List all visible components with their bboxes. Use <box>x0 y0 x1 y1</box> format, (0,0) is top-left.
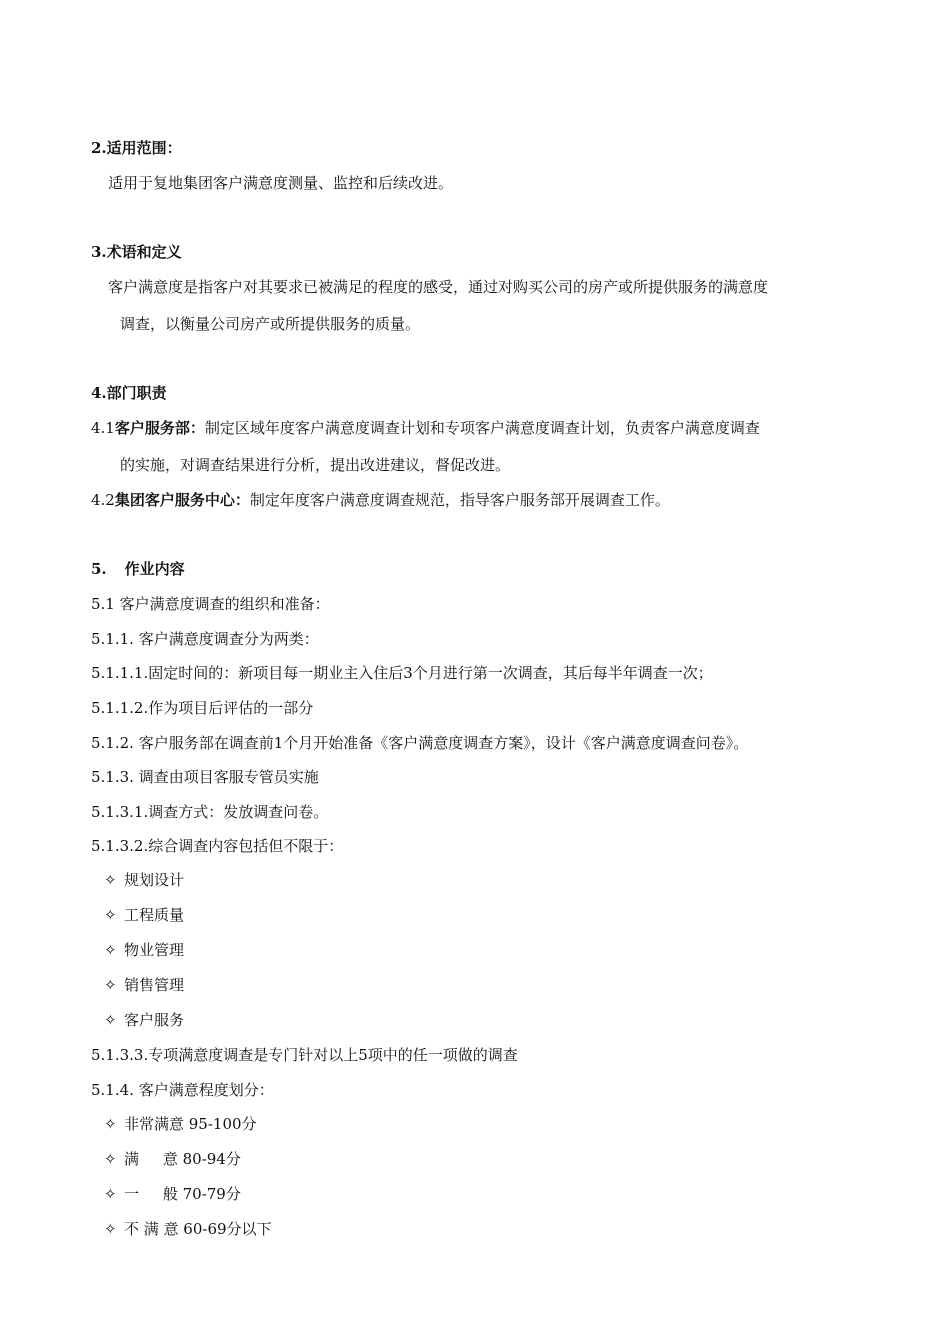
diamond-bullet-icon: ✧ <box>104 976 117 994</box>
list-item: ✧ 工程质量 <box>104 906 185 924</box>
item-text: 制定区域年度客户满意度调查计划和专项客户满意度调查计划，负责客户满意度调查 <box>204 419 760 437</box>
clause-5-1-3-3: 5.1.3.3.专项满意度调查是专门针对以上5项中的任一项做的调查 <box>91 1046 518 1064</box>
grade-item: ✧ 非常满意 95-100分 <box>104 1115 257 1133</box>
grade-item: ✧ 不 满 意 60-69分以下 <box>104 1220 272 1238</box>
section-5-heading <box>91 559 185 579</box>
diamond-bullet-icon: ✧ <box>104 1115 117 1133</box>
list-item: ✧ 物业管理 <box>104 941 185 959</box>
item-label: 客户服务部： <box>114 419 205 437</box>
clause-5-1-3: 5.1.3. 调查由项目客服专管员实施 <box>91 768 319 786</box>
list-item: ✧ 规划设计 <box>104 871 185 889</box>
item-text: 制定年度客户满意度调查规范，指导客户服务部开展调查工作。 <box>249 491 670 509</box>
section-2-heading: 2.适用范围： <box>91 139 182 157</box>
grade-item: ✧ 一 般 70-79分 <box>104 1185 241 1203</box>
section-4-item-2 <box>91 490 670 510</box>
section-3-body-line2: 调查，以衡量公司房产或所提供服务的质量。 <box>120 315 421 333</box>
diamond-bullet-icon: ✧ <box>104 1220 117 1238</box>
diamond-bullet-icon: ✧ <box>104 1185 117 1203</box>
diamond-bullet-icon: ✧ <box>104 906 117 924</box>
item-label: 集团客户服务中心： <box>114 491 250 509</box>
diamond-bullet-icon: ✧ <box>104 941 117 959</box>
clause-5-1-3-2: 5.1.3.2.综合调查内容包括但不限于： <box>91 837 344 855</box>
clause-5-1-4: 5.1.4. 客户满意程度划分： <box>91 1081 274 1099</box>
section-4-heading: 4.部门职责 <box>91 384 167 402</box>
clause-5-1-3-1: 5.1.3.1.调查方式：发放调查问卷。 <box>91 803 329 821</box>
diamond-bullet-icon: ✧ <box>104 871 117 889</box>
section-3-body-line1: 客户满意度是指客户对其要求已被满足的程度的感受，通过对购买公司的房产或所提供服务的满意度 <box>108 278 769 296</box>
diamond-bullet-icon: ✧ <box>104 1011 117 1029</box>
clause-5-1: 5.1 客户满意度调查的组织和准备： <box>91 595 330 613</box>
section-2-body: 适用于复地集团客户满意度测量、监控和后续改进。 <box>108 174 454 192</box>
section-4-item-1-continued: 的实施，对调查结果进行分析，提出改进建议，督促改进。 <box>120 456 511 474</box>
section-5-title: 作业内容 <box>124 560 185 578</box>
list-item: ✧ 销售管理 <box>104 976 185 994</box>
clause-5-1-1: 5.1.1. 客户满意度调查分为两类： <box>91 630 319 648</box>
list-item: ✧ 客户服务 <box>104 1011 185 1029</box>
clause-5-1-1-2: 5.1.1.2.作为项目后评估的一部分 <box>91 699 314 717</box>
clause-5-1-2: 5.1.2. 客户服务部在调查前1个月开始准备《客户满意度调查方案》，设计《客户满意度调查问卷》。 <box>91 734 749 752</box>
section-5-number: 5. <box>91 560 107 578</box>
item-number: 4.1 <box>91 419 115 437</box>
grade-item: ✧ 满 意 80-94分 <box>104 1150 241 1168</box>
diamond-bullet-icon: ✧ <box>104 1150 117 1168</box>
section-4-item-1 <box>91 418 760 438</box>
section-3-heading: 3.术语和定义 <box>91 243 182 261</box>
clause-5-1-1-1: 5.1.1.1.固定时间的：新项目每一期业主入住后3个月进行第一次调查，其后每半年调查一次； <box>91 664 713 682</box>
item-number: 4.2 <box>91 491 115 509</box>
